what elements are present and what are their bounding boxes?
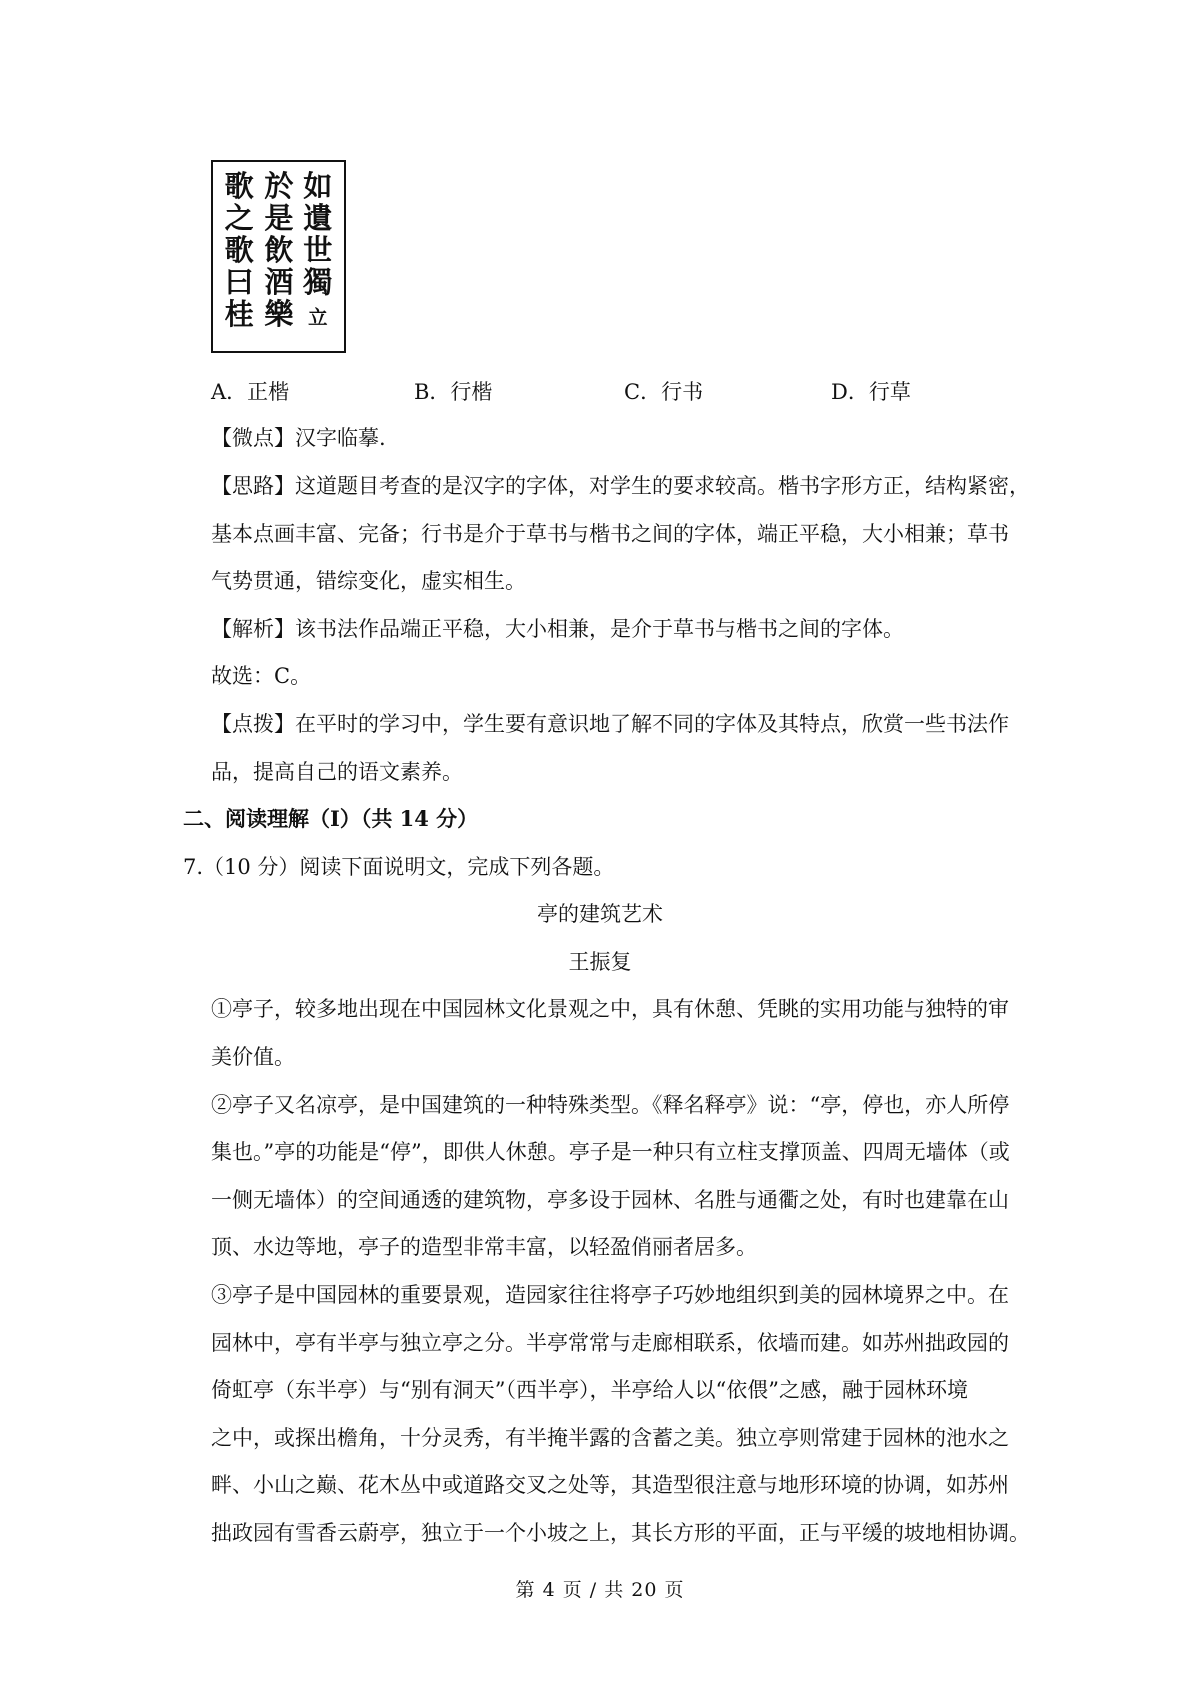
section-title: 二、阅读理解（Ⅰ）（共 14 分） bbox=[183, 806, 479, 831]
silu-line-2: 基本点画丰富、完备；行书是介于草书与楷书之间的字体，端正平稳，大小相兼；草书 bbox=[211, 522, 1009, 546]
calligraphy-glyph: 於 bbox=[264, 168, 294, 203]
option-d: D．行草 bbox=[831, 380, 911, 404]
dianbo-line-1: 【点拨】在平时的学习中，学生要有意识地了解不同的字体及其特点，欣赏一些书法作 bbox=[211, 712, 1009, 736]
p1-line-1: ①亭子，较多地出现在中国园林文化景观之中，具有休憩、凭眺的实用功能与独特的审 bbox=[211, 997, 1009, 1021]
option-a: A．正楷 bbox=[211, 380, 290, 404]
p3-line-2: 园林中，亭有半亭与独立亭之分。半亭常常与走廊相联系，依墙而建。如苏州拙政园的 bbox=[211, 1331, 1009, 1355]
weidian-line: 【微点】汉字临摹. bbox=[211, 426, 386, 450]
p2-line-2: 集也。”亭的功能是“停”，即供人休憩。亭子是一种只有立柱支撑顶盖、四周无墙体（或 bbox=[211, 1140, 1010, 1164]
question-line: 7.（10 分）阅读下面说明文，完成下列各题。 bbox=[183, 855, 615, 879]
p3-line-1: ③亭子是中国园林的重要景观，造园家往往将亭子巧妙地组织到美的园林境界之中。在 bbox=[211, 1283, 1009, 1307]
p2-line-4: 顶、水边等地，亭子的造型非常丰富，以轻盈俏丽者居多。 bbox=[211, 1235, 757, 1259]
article-author: 王振复 bbox=[568, 950, 632, 974]
calligraphy-glyph: 立 bbox=[308, 305, 328, 329]
p2-line-3: 一侧无墙体）的空间通透的建筑物，亭多设于园林、名胜与通衢之处，有时也建靠在山 bbox=[211, 1188, 1009, 1212]
article-title: 亭的建筑艺术 bbox=[537, 902, 663, 926]
calligraphy-image bbox=[211, 160, 346, 353]
option-c: C．行书 bbox=[624, 380, 704, 404]
jiexi-line: 【解析】该书法作品端正平稳，大小相兼，是介于草书与楷书之间的字体。 bbox=[211, 617, 904, 641]
calligraphy-glyph: 桂 bbox=[224, 296, 254, 331]
calligraphy-glyph: 樂 bbox=[264, 296, 294, 331]
p3-line-5: 畔、小山之巅、花木丛中或道路交叉之处等，其造型很注意与地形环境的协调，如苏州 bbox=[211, 1473, 1009, 1497]
calligraphy-glyph: 如 bbox=[303, 168, 333, 203]
calligraphy-glyph: 之 bbox=[224, 200, 254, 235]
p3-line-4: 之中，或探出檐角，十分灵秀，有半掩半露的含蓄之美。独立亭则常建于园林的池水之 bbox=[211, 1426, 1009, 1450]
calligraphy-glyph: 歌 bbox=[224, 168, 254, 203]
answer-line: 故选：C。 bbox=[211, 664, 312, 688]
page-footer: 第 4 页 / 共 20 页 bbox=[515, 1579, 685, 1601]
calligraphy-glyph: 歌 bbox=[224, 232, 254, 267]
silu-line-1: 【思路】这道题目考查的是汉字的字体，对学生的要求较高。楷书字形方正，结构紧密， bbox=[211, 474, 1030, 498]
calligraphy-glyph: 酒 bbox=[264, 264, 294, 299]
calligraphy-glyph: 飲 bbox=[264, 232, 294, 267]
silu-line-3: 气势贯通，错综变化，虚实相生。 bbox=[211, 569, 526, 593]
calligraphy-glyph: 世 bbox=[303, 232, 333, 267]
dianbo-line-2: 品，提高自己的语文素养。 bbox=[211, 760, 463, 784]
calligraphy-glyph: 遺 bbox=[303, 200, 333, 235]
calligraphy-glyph: 是 bbox=[264, 200, 294, 235]
p3-line-3: 倚虹亭（东半亭）与“别有洞天”（西半亭），半亭给人以“依偎”之感，融于园林环境 bbox=[211, 1378, 968, 1402]
p2-line-1: ②亭子又名凉亭，是中国建筑的一种特殊类型。《释名释亭》说：“亭，停也，亦人所停 bbox=[211, 1093, 1010, 1117]
p3-line-6: 拙政园有雪香云蔚亭，独立于一个小坡之上，其长方形的平面，正与平缓的坡地相协调。 bbox=[211, 1521, 1030, 1545]
calligraphy-glyph: 曰 bbox=[224, 264, 254, 299]
p1-line-2: 美价值。 bbox=[211, 1045, 295, 1069]
option-b: B．行楷 bbox=[414, 380, 493, 404]
calligraphy-glyph: 獨 bbox=[303, 264, 333, 299]
